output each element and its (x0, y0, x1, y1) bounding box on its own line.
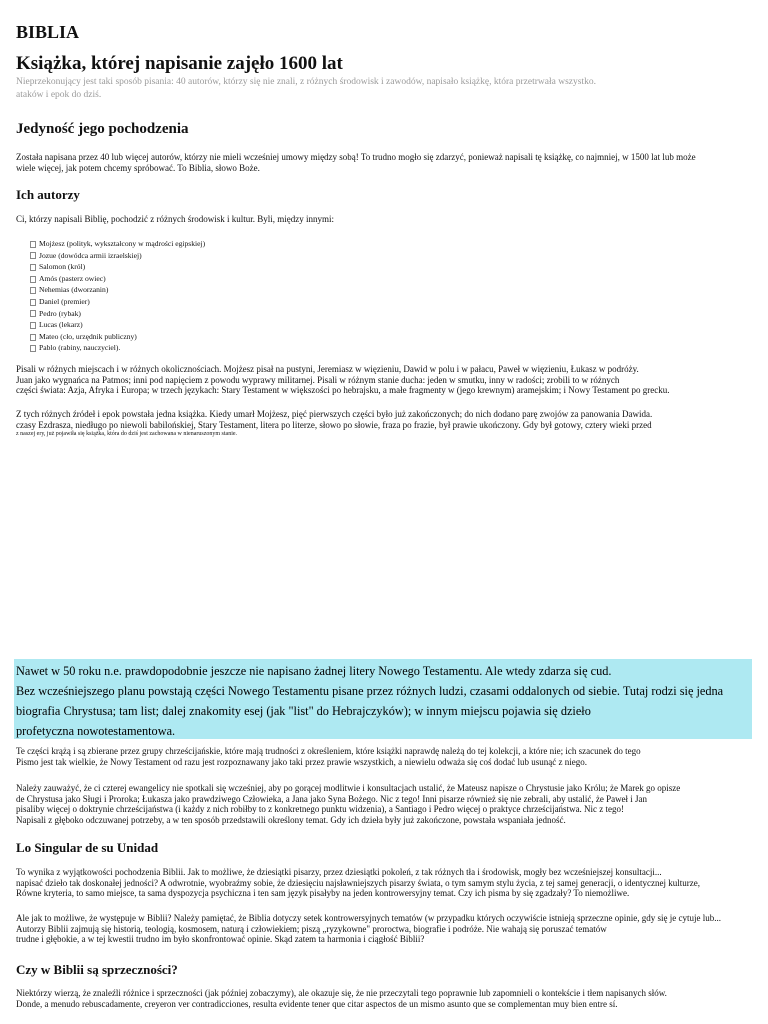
gospels-paragraph (16, 783, 750, 825)
checkbox-icon (30, 241, 36, 248)
list-item: Salomon (król) (30, 261, 205, 273)
checkbox-icon (30, 264, 36, 271)
highlight-line: biografia Chrystusa; tam list; dalej znakomity esej (jak "list" do Hebrajczyków); w innym miejscu pojawia się dzieło (16, 704, 591, 718)
text-line: czasy Ezdrasza, niedługo po niewoli babilońskiej, Stary Testament, litera po literze, słowo po słowie, fraza po frazie, był prawie ukończony. Gdy był gotowy, cztery wieki przed (16, 419, 652, 430)
harmony-paragraph (16, 913, 750, 945)
list-item: Nehemias (dworzanin) (30, 284, 205, 296)
lead-line: Nieprzekonujący jest taki sposób pisania: 40 autorów, którzy się nie znali, z różnych środowisk i zawodów, napisało książkę, która przetrwała wszystko. (16, 77, 596, 87)
list-item: Jozue (dowódca armii izraelskiej) (30, 250, 205, 262)
text-line: Ale jak to możliwe, że występuje w Biblii? Należy pamiętać, że Biblia dotyczy setek kontrowersyjnych tematów (w przypadku których oczywiście istnieją sprzeczne opinie, gdy się je cytuje lub... (16, 913, 722, 923)
origin-paragraph (16, 152, 750, 173)
text-line: Donde, a menudo rebuscadamente, creyeron ver contradicciones, resulta evidente tener que citar aspectos de un mismo asunto que se complementan muy bien entre sí. (16, 998, 618, 1009)
section-heading-contradictions: Czy w Biblii są sprzeczności? (16, 962, 178, 977)
checkbox-icon (30, 345, 36, 352)
text-line: Została napisana przez 40 lub więcej autorów, którzy nie mieli wcześniej umowy między sobą! To trudno mogło się zdarzyć, ponieważ napisali tę książkę, co najmniej, w 1500 lat lub może (16, 152, 696, 162)
checkbox-icon (30, 310, 36, 317)
text-line: To wynika z wyjątkowości pochodzenia Biblii. Jak to możliwe, że dziesiątki pisarzy, przez dziesiątki pokoleń, z tak różnych tła i środowisk, mogły bez wcześniejszej konsultacji... (16, 867, 662, 877)
text-line: pisaliby więcej o doktrynie chrześcijaństwa (i każdy z nich robiłby to z konkretnego punktu widzenia), a Santiago i Pedro więcej o praktyce chrześcijaństwa. Nic z tego! (16, 804, 625, 814)
authors-list (30, 238, 205, 354)
list-item: Amós (pasterz owiec) (30, 273, 205, 285)
checkbox-icon (30, 299, 36, 306)
unity-paragraph (16, 867, 750, 899)
sources-paragraph (16, 409, 750, 438)
section-heading-unity: Lo Singular de su Unidad (16, 840, 159, 855)
text-line: Pismo jest tak wielkie, że Nowy Testament od razu jest rozpoznawany jako taki przez prawie wszystkich, a niewielu odważa się coś dodać lub usunąć z niego. (16, 756, 588, 767)
collect-paragraph (16, 746, 750, 767)
section-heading-authors: Ich autorzy (16, 187, 80, 202)
text-line: Autorzy Biblii zajmują się historią, teologią, kosmosem, naturą i człowiekiem; piszą „ryzykowne" proroctwa, biografie i podróże. Nie wahają się poruszać tematów (16, 923, 607, 934)
text-line: wiele więcej, jak potem chcemy spróbować. To Biblia, słowo Boże. (16, 162, 260, 173)
contradictions-paragraph (16, 988, 750, 1009)
text-line: Juan jako wygnańca na Patmos; inni pod napięciem z powodu wyprawy militarnej. Pisali w różnym stanie ducha: jeden w smutku, inny w radości; zrobili to w różnych (16, 374, 620, 385)
text-line: Należy zauważyć, że ci czterej ewangelicy nie spotkali się wcześniej, aby po gorącej modlitwie i konsultacjach ustalić, że Mateusz napisze o Chrystusie jako Królu; że Marek go opisze (16, 783, 681, 793)
lead-line: ataków i epok do dziś. (16, 90, 102, 100)
list-item: Lucas (lekarz) (30, 319, 205, 331)
text-line: Równe kryteria, to samo miejsce, ta sama dyspozycja psychiczna i ten sam język pisałyby na jeden kontrowersyjny temat. Czy ich pisma by się zgadzały? To niemożliwe. (16, 888, 630, 898)
checkbox-icon (30, 276, 36, 283)
highlight-line: Nawet w 50 roku n.e. prawdopodobnie jeszcze nie napisano żadnej litery Nowego Testamentu. Ale wtedy zdarza się cud. (16, 664, 612, 678)
list-item: Daniel (premier) (30, 296, 205, 308)
small-text-line: z naszej ery, już pojawiła się książka, która do dziś jest zachowana w nienaruszonym stanie. (16, 431, 238, 437)
checkbox-icon (30, 287, 36, 294)
list-item: Pablo (rabiny, nauczyciel). (30, 342, 205, 354)
places-paragraph (16, 364, 750, 396)
text-line: napisać dzieło tak doskonałej jedności? A odwrotnie, wyobraźmy sobie, że dziesięciu najsławniejszych pisarzy świata, o tym samym stylu życia, z tej samej generacji, o identycznej kulturze, (16, 877, 701, 888)
text-line: trudne i głębokie, a w tej kwestii trudno im było skonfrontować opinie. Skąd zatem ta harmonia i ciągłość Biblii? (16, 934, 425, 944)
checkbox-icon (30, 334, 36, 341)
list-item: Mojżesz (polityk, wykształcony w mądrości egipskiej) (30, 238, 205, 250)
lead-paragraph (16, 76, 750, 102)
site-title: BIBLIA (16, 22, 80, 42)
checkbox-icon (30, 322, 36, 329)
highlight-line: profetyczna nowotestamentowa. (16, 724, 176, 738)
text-line: Napisali z głęboko odczuwanej potrzeby, a w ten sposób przedstawili określony temat. Gdy ich dzieła były już zakończone, powstała wspaniała jedność. (16, 814, 566, 825)
text-line: części świata: Azja, Afryka i Europa; w trzech językach: Stary Testament w większości po hebrajsku, a małe fragmenty w (jego krewnym) aramejskim; i Nowy Testament po grecku. (16, 385, 670, 395)
text-line: Pisali w różnych miejscach i w różnych okolicznościach. Mojżesz pisał na pustyni, Jeremiasz w więzieniu, Dawid w polu i w pałacu, Paweł w więzieniu, Łukasz w podróży. (16, 364, 639, 374)
text-line: Niektórzy wierzą, że znaleźli różnice i sprzeczności (jak później zobaczymy), ale okazuje się, że nie przeczytali tego poprawnie lub zapomnieli o kontekście i tłem napisanych słów. (16, 988, 667, 998)
section-heading-origin: Jedyność jego pochodzenia (16, 121, 189, 137)
checkbox-icon (30, 252, 36, 259)
text-line: de Chrystusa jako Sługi i Proroka; Łukasza jako prawdziwego Człowieka, a Jana jako Syna Bożego. Nic z tego! Inni pisarze również się nie zebrali, aby ustalić, że Paweł i Jan (16, 793, 648, 804)
authors-intro: Ci, którzy napisali Biblię, pochodzić z różnych środowisk i kultur. Byli, między innymi: (16, 214, 334, 224)
highlight-line: Bez wcześniejszego planu powstają części Nowego Testamentu pisane przez różnych ludzi, czasami oddalonych od siebie. Tutaj rodzi się jedna (16, 684, 724, 698)
text-line: Z tych różnych źródeł i epok powstała jedna książka. Kiedy umarł Mojżesz, pięć pierwszych części było już zakończonych; do nich dodano parę zwojów za panowania Dawida. (16, 409, 653, 419)
text-line: Te części krążą i są zbierane przez grupy chrześcijańskie, które mają trudności z określeniem, które książki naprawdę należą do tej kolekcji, a które nie; ich szacunek do tego (16, 746, 641, 756)
page-title: Książka, której napisanie zajęło 1600 lat (16, 53, 343, 74)
highlighted-passage (14, 659, 752, 739)
list-item: Pedro (rybak) (30, 308, 205, 320)
list-item: Mateo (cło, urzędnik publiczny) (30, 331, 205, 343)
